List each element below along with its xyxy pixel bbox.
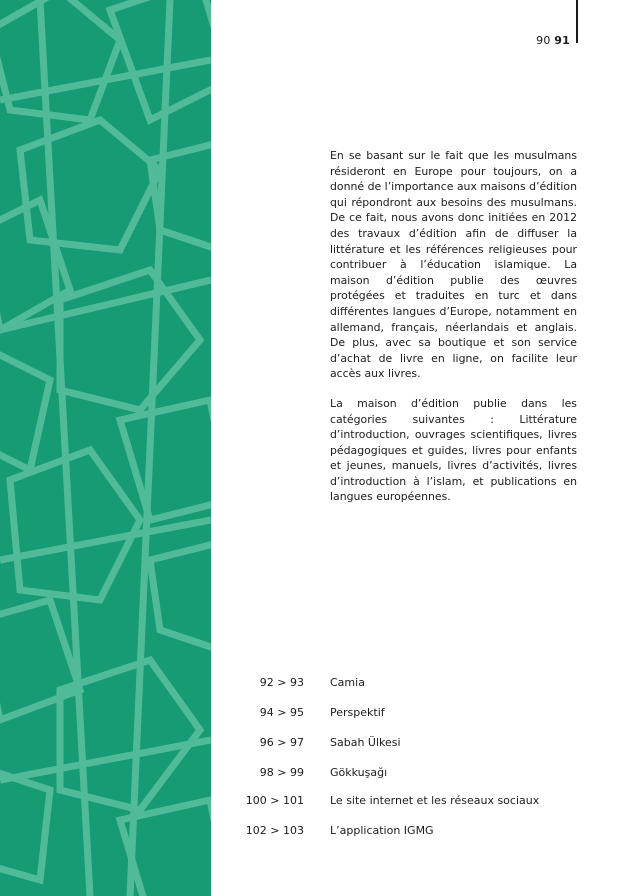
toc-item — [0, 766, 640, 782]
page-number-left: 90 — [536, 34, 551, 47]
toc-page-range: 102 > 103 — [245, 824, 304, 837]
toc-page-range: 100 > 101 — [245, 794, 304, 807]
paragraph-1: En se basant sur le fait que les musulmans résideront en Europe pour toujours, on a donné de l’importance aux maisons d’édition qui répondront aux besoins des musulmans. De ce fait, nous avons donc initiées en 2012 des travaux d’édition afin de diffuser la littérature et les références religieuses pour contribuer à l’éducation islamique. La maison d’édition publie des œuvres protégées et traduites en turc et dans différentes langues d’Europe, notamment en allemand, français, néerlandais et anglais. De plus, avec sa boutique et son service d’achat de livre en ligne, on facilite leur accès aux livres. — [330, 149, 577, 381]
toc-title: Sabah Ülkesi — [330, 736, 401, 749]
decorative-side-panel — [0, 0, 211, 896]
toc-item — [0, 794, 640, 810]
toc-title: Gökkuşağı — [330, 766, 388, 779]
toc-item — [0, 676, 640, 692]
toc-title: L’application IGMG — [330, 824, 434, 837]
toc-page-range: 94 > 95 — [259, 706, 304, 719]
page-number-right: 91 — [554, 34, 570, 47]
toc-title: Camia — [330, 676, 365, 689]
toc-item — [0, 706, 640, 722]
toc-item — [0, 736, 640, 752]
toc-title: Le site internet et les réseaux sociaux — [330, 794, 540, 807]
body-text — [330, 148, 577, 519]
header-rule — [576, 0, 578, 43]
toc-page-range: 96 > 97 — [259, 736, 304, 749]
toc-title: Perspektif — [330, 706, 385, 719]
page-number — [536, 34, 570, 47]
geometric-pattern — [0, 0, 211, 896]
toc-page-range: 92 > 93 — [259, 676, 304, 689]
toc-item — [0, 824, 640, 840]
toc-page-range: 98 > 99 — [259, 766, 304, 779]
paragraph-2: La maison d’édition publie dans les catégories suivantes : Littérature d’introduction, ouvrages scientifiques, livres pédagogiques et guides, livres pour enfants et jeunes, manuels, livres d’activités, livres d’introduction à l’islam, et publications en langues européennes. — [330, 396, 577, 504]
